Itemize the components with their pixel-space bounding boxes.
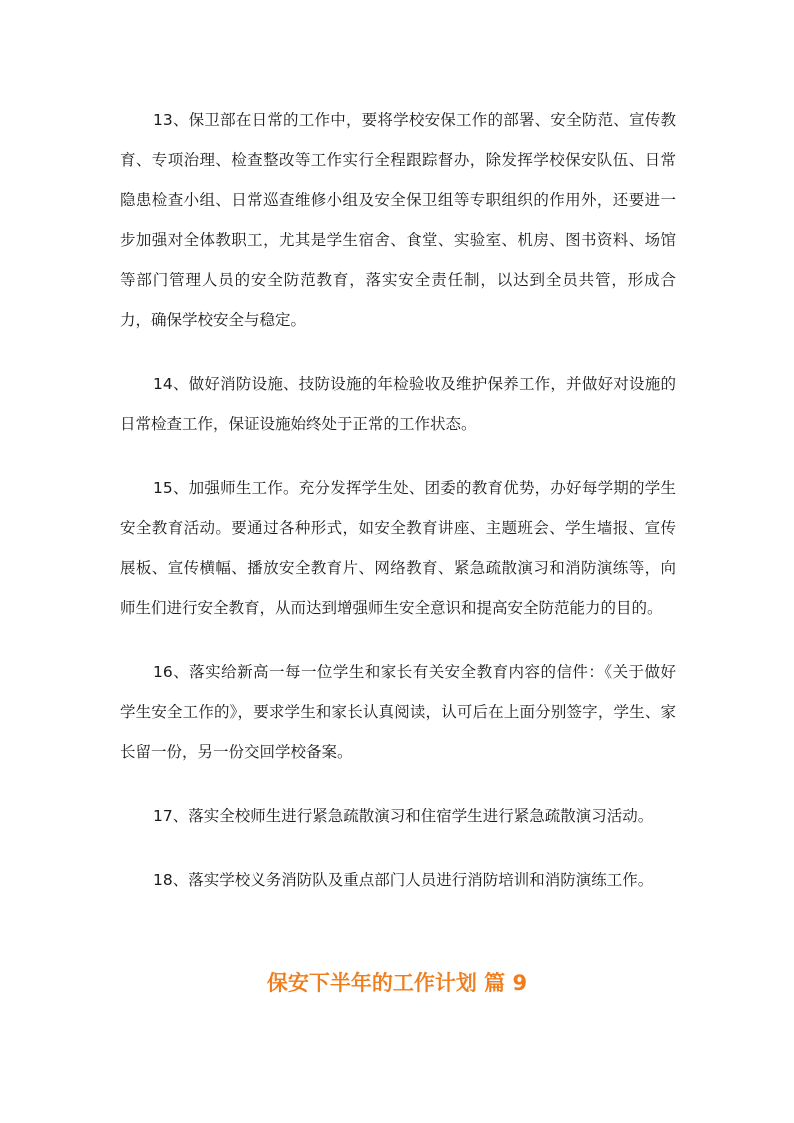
- document-body: [120, 100, 676, 900]
- paragraph-18: 18、落实学校义务消防队及重点部门人员进行消防培训和消防演练工作。: [153, 871, 654, 889]
- paragraph-17: 17、落实全校师生进行紧急疏散演习和住宿学生进行紧急疏散演习活动。: [153, 807, 654, 825]
- section-heading: 保安下半年的工作计划 篇 9: [266, 971, 528, 995]
- paragraph-14: 14、做好消防设施、技防设施的年检验收及维护保养工作，并做好对设施的日常检查工作，保证设施始终处于正常的工作状态。: [120, 375, 676, 433]
- paragraph-16: 16、落实给新高一每一位学生和家长有关安全教育内容的信件：《关于做好学生安全工作的》，要求学生和家长认真阅读，认可后在上面分别签字，学生、家长留一份，另一份交回学校备案。: [120, 663, 676, 761]
- paragraph-15: 15、加强师生工作。充分发挥学生处、团委的教育优势，办好每学期的学生安全教育活动。要通过各种形式，如安全教育讲座、主题班会、学生墙报、宣传展板、宣传横幅、播放安全教育片、网络教育、紧急疏散演习和消防演练等，向师生们进行安全教育，从而达到增强师生安全意识和提高安全防范能力的目的。: [120, 479, 676, 617]
- paragraph-13: 13、保卫部在日常的工作中，要将学校安保工作的部署、安全防范、宣传教育、专项治理、检查整改等工作实行全程跟踪督办，除发挥学校保安队伍、日常隐患检查小组、日常巡查维修小组及安全保卫组等专职组织的作用外，还要进一步加强对全体教职工，尤其是学生宿舍、食堂、实验室、机房、图书资料、场馆等部门管理人员的安全防范教育，落实安全责任制，以达到全员共管，形成合力，确保学校安全与稳定。: [120, 111, 676, 329]
